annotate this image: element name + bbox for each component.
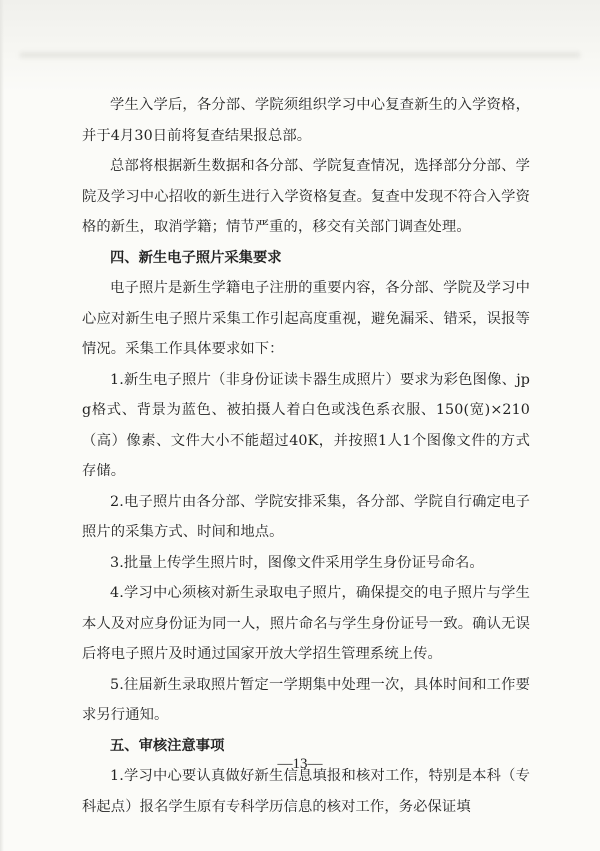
document-body [82, 90, 530, 822]
list-item-photo-format: 1.新生电子照片（非身份证读卡器生成照片）要求为彩色图像、jpg格式、背景为蓝色、被拍摄人着白色或浅色系衣服、150(宽)×210（高）像素、文件大小不能超过40K，并按照1人1个图像文件的方式存储。 [82, 371, 530, 479]
paragraph-headquarters-review: 总部将根据新生数据和各分部、学院复查情况，选择部分分部、学院及学习中心招收的新生进行入学资格复查。复查中发现不符合入学资格的新生，取消学籍；情节严重的，移交有关部门调查处理。 [82, 158, 530, 235]
list-item-photo-verification: 4.学习中心须核对新生录取电子照片，确保提交的电子照片与学生本人及对应身份证为同一人，照片命名与学生身份证号一致。确认无误后将电子照片及时通过国家开放大学招生管理系统上传。 [82, 585, 530, 662]
list-item-photo-upload-naming: 3.批量上传学生照片时，图像文件采用学生身份证号命名。 [110, 554, 484, 571]
list-item-photo-collection: 2.电子照片由各分部、学院安排采集，各分部、学院自行确定电子照片的采集方式、时间和地点。 [82, 493, 530, 540]
page-number: —13— [277, 756, 323, 772]
list-item-previous-students: 5.往届新生录取照片暂定一学期集中处理一次，具体时间和工作要求另行通知。 [82, 676, 530, 723]
scan-shadow-left [0, 0, 4, 851]
scan-artifact-line [20, 52, 580, 58]
section-heading-photo-requirements: 四、新生电子照片采集要求 [110, 249, 282, 266]
section-heading-review-notes: 五、审核注意事项 [110, 737, 225, 754]
scan-shadow-top [0, 0, 600, 92]
list-item-info-verification: 1.学习中心要认真做好新生信息填报和核对工作，特别是本科（专科起点）报名学生原有专科学历信息的核对工作，务必保证填 [82, 768, 530, 815]
paragraph-admission-review: 学生入学后，各分部、学院须组织学习中心复查新生的入学资格，并于4月30日前将复查结果报总部。 [82, 97, 530, 144]
paragraph-photo-intro: 电子照片是新生学籍电子注册的重要内容，各分部、学院及学习中心应对新生电子照片采集工作引起高度重视，避免漏采、错采，误报等情况。采集工作具体要求如下： [82, 280, 530, 357]
